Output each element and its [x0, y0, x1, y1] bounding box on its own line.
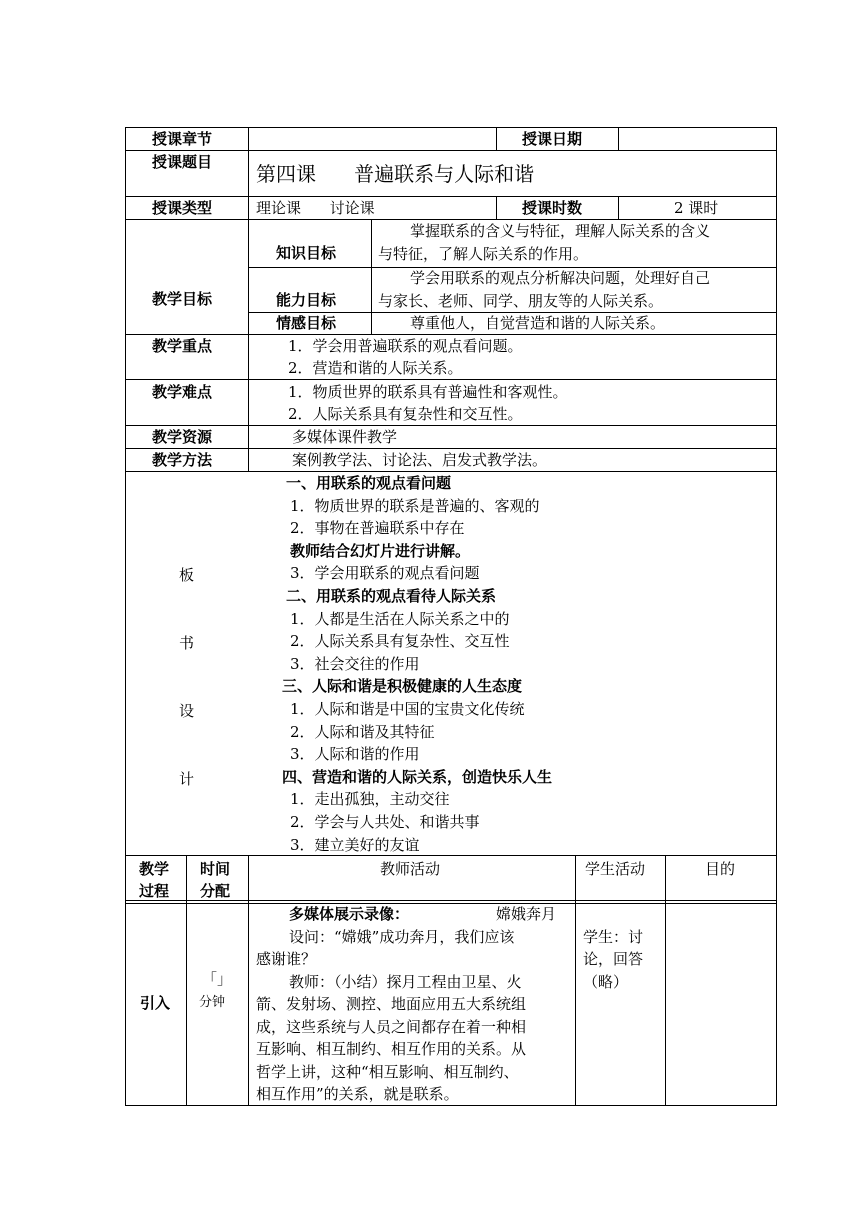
- process-header: 教学: [139, 860, 170, 878]
- col-line: [496, 127, 497, 150]
- col-line: [496, 196, 497, 219]
- board-label-char: 板: [179, 566, 195, 584]
- teacher-line: 设问：“嫦娥”成功奔月，我们应该: [289, 928, 515, 946]
- board-item: 2．学会与人共处、和谐共事: [290, 813, 480, 831]
- intro-time: 「」: [202, 970, 233, 988]
- col-line: [618, 196, 619, 219]
- student-activity-header: 学生活动: [585, 860, 646, 878]
- teacher-line: 哲学上讲，这种“相互影响、相互制约、: [256, 1063, 519, 1081]
- methods-label: 教学方法: [152, 451, 213, 469]
- difficulty-item: 1．物质世界的联系具有普遍性和客观性。: [288, 383, 568, 401]
- teacher-line: 箭、发射场、测控、地面应用五大系统组: [256, 995, 527, 1013]
- board-heading: 二、用联系的观点看待人际关系: [286, 587, 497, 605]
- board-item: 2．人际关系具有复杂性、交互性: [290, 632, 510, 650]
- student-line: 学生：讨: [583, 928, 644, 946]
- board-item: 2．人际和谐及其特征: [290, 723, 435, 741]
- col-line: [248, 127, 249, 471]
- ability-goal-line2: 与家长、老师、同学、朋友等的人际关系。: [378, 292, 664, 310]
- row-line: [125, 855, 777, 856]
- intro-time: 分钟: [199, 995, 226, 1010]
- board-item: 3．学会用联系的观点看问题: [290, 564, 480, 582]
- row-line: [125, 150, 777, 151]
- teacher-line: 成，这些系统与人员之间都存在着一种相: [256, 1018, 527, 1036]
- board-label-char: 设: [179, 702, 195, 720]
- col-line: [665, 855, 666, 1106]
- row-line: [125, 127, 777, 128]
- knowledge-goal-line2: 与特征，了解人际关系的作用。: [378, 245, 589, 263]
- teacher-line: 感谢谁？: [256, 950, 317, 968]
- student-line: 论，回答: [583, 950, 644, 968]
- col-line: [125, 127, 126, 1106]
- purpose-header: 目的: [705, 860, 736, 878]
- key-point-item: 2．营造和谐的人际关系。: [288, 359, 463, 377]
- emotion-goal-label: 情感目标: [276, 314, 337, 332]
- board-label-char: 计: [179, 770, 195, 788]
- ability-goal-label: 能力目标: [276, 291, 337, 309]
- topic-label: 授课题目: [152, 153, 213, 171]
- row-line: [125, 1105, 777, 1106]
- intro-stage: 引入: [140, 994, 171, 1012]
- teacher-activity-header: 教师活动: [380, 860, 441, 878]
- col-line: [371, 219, 372, 334]
- chapter-label: 授课章节: [152, 130, 213, 148]
- resources-label: 教学资源: [152, 428, 213, 446]
- date-label: 授课日期: [522, 130, 583, 148]
- time-header: 时间: [200, 860, 231, 878]
- time-header: 分配: [200, 882, 231, 900]
- board-heading: 四、营造和谐的人际关系，创造快乐人生: [282, 768, 553, 786]
- row-line: [125, 425, 777, 426]
- type-label: 授课类型: [152, 199, 213, 217]
- col-line: [575, 855, 576, 1106]
- board-label-char: 书: [179, 634, 195, 652]
- resources-value: 多媒体课件教学: [292, 428, 398, 446]
- type-value: 理论课 讨论课: [256, 199, 375, 217]
- teacher-heading-right: 嫦娥奔月: [496, 905, 557, 923]
- board-item: 1．人际和谐是中国的宝贵文化传统: [290, 700, 525, 718]
- process-header: 过程: [139, 882, 170, 900]
- board-item: 2．事物在普遍联系中存在: [290, 519, 465, 537]
- hours-value: 2 课时: [674, 199, 719, 217]
- col-line: [186, 855, 187, 1106]
- row-line: [125, 903, 777, 904]
- board-item: 1．人都是生活在人际关系之中的: [290, 610, 510, 628]
- methods-value: 案例教学法、讨论法、启发式教学法。: [292, 451, 548, 469]
- teacher-line: 教师：（小结）探月工程由卫星、火: [289, 973, 522, 991]
- student-line: （略）: [583, 973, 629, 991]
- key-points-label: 教学重点: [152, 337, 213, 355]
- col-line: [776, 127, 777, 1106]
- col-line: [248, 855, 249, 1106]
- row-line: [125, 379, 777, 380]
- col-line: [618, 127, 619, 150]
- emotion-goal-value: 尊重他人，自觉营造和谐的人际关系。: [410, 314, 666, 332]
- teacher-line: 互影响、相互制约、相互作用的关系。从: [256, 1040, 527, 1058]
- teacher-line: 相互作用”的关系，就是联系。: [256, 1085, 459, 1103]
- board-item: 3．建立美好的友谊: [290, 836, 420, 854]
- board-heading: 教师结合幻灯片进行讲解。: [290, 542, 471, 560]
- board-item: 1．走出孤独，主动交往: [290, 790, 450, 808]
- key-point-item: 1．学会用普遍联系的观点看问题。: [288, 337, 523, 355]
- knowledge-goal-label: 知识目标: [276, 244, 337, 262]
- board-item: 3．社会交往的作用: [290, 655, 420, 673]
- hours-label: 授课时数: [522, 199, 583, 217]
- board-heading: 一、用联系的观点看问题: [286, 474, 452, 492]
- knowledge-goal-line1: 掌握联系的含义与特征，理解人际关系的含义: [410, 222, 711, 240]
- topic-value: 第四课 普遍联系与人际和谐: [256, 162, 535, 186]
- board-heading: 三、人际和谐是积极健康的人生态度: [282, 677, 523, 695]
- difficulty-item: 2．人际关系具有复杂性和交互性。: [288, 405, 523, 423]
- goals-label: 教学目标: [152, 290, 213, 308]
- ability-goal-line1: 学会用联系的观点分析解决问题，处理好自己: [410, 269, 711, 287]
- board-item: 3．人际和谐的作用: [290, 745, 420, 763]
- teacher-heading: 多媒体展示录像：: [289, 905, 410, 923]
- difficulties-label: 教学难点: [152, 383, 213, 401]
- board-item: 1．物质世界的联系是普遍的、客观的: [290, 497, 540, 515]
